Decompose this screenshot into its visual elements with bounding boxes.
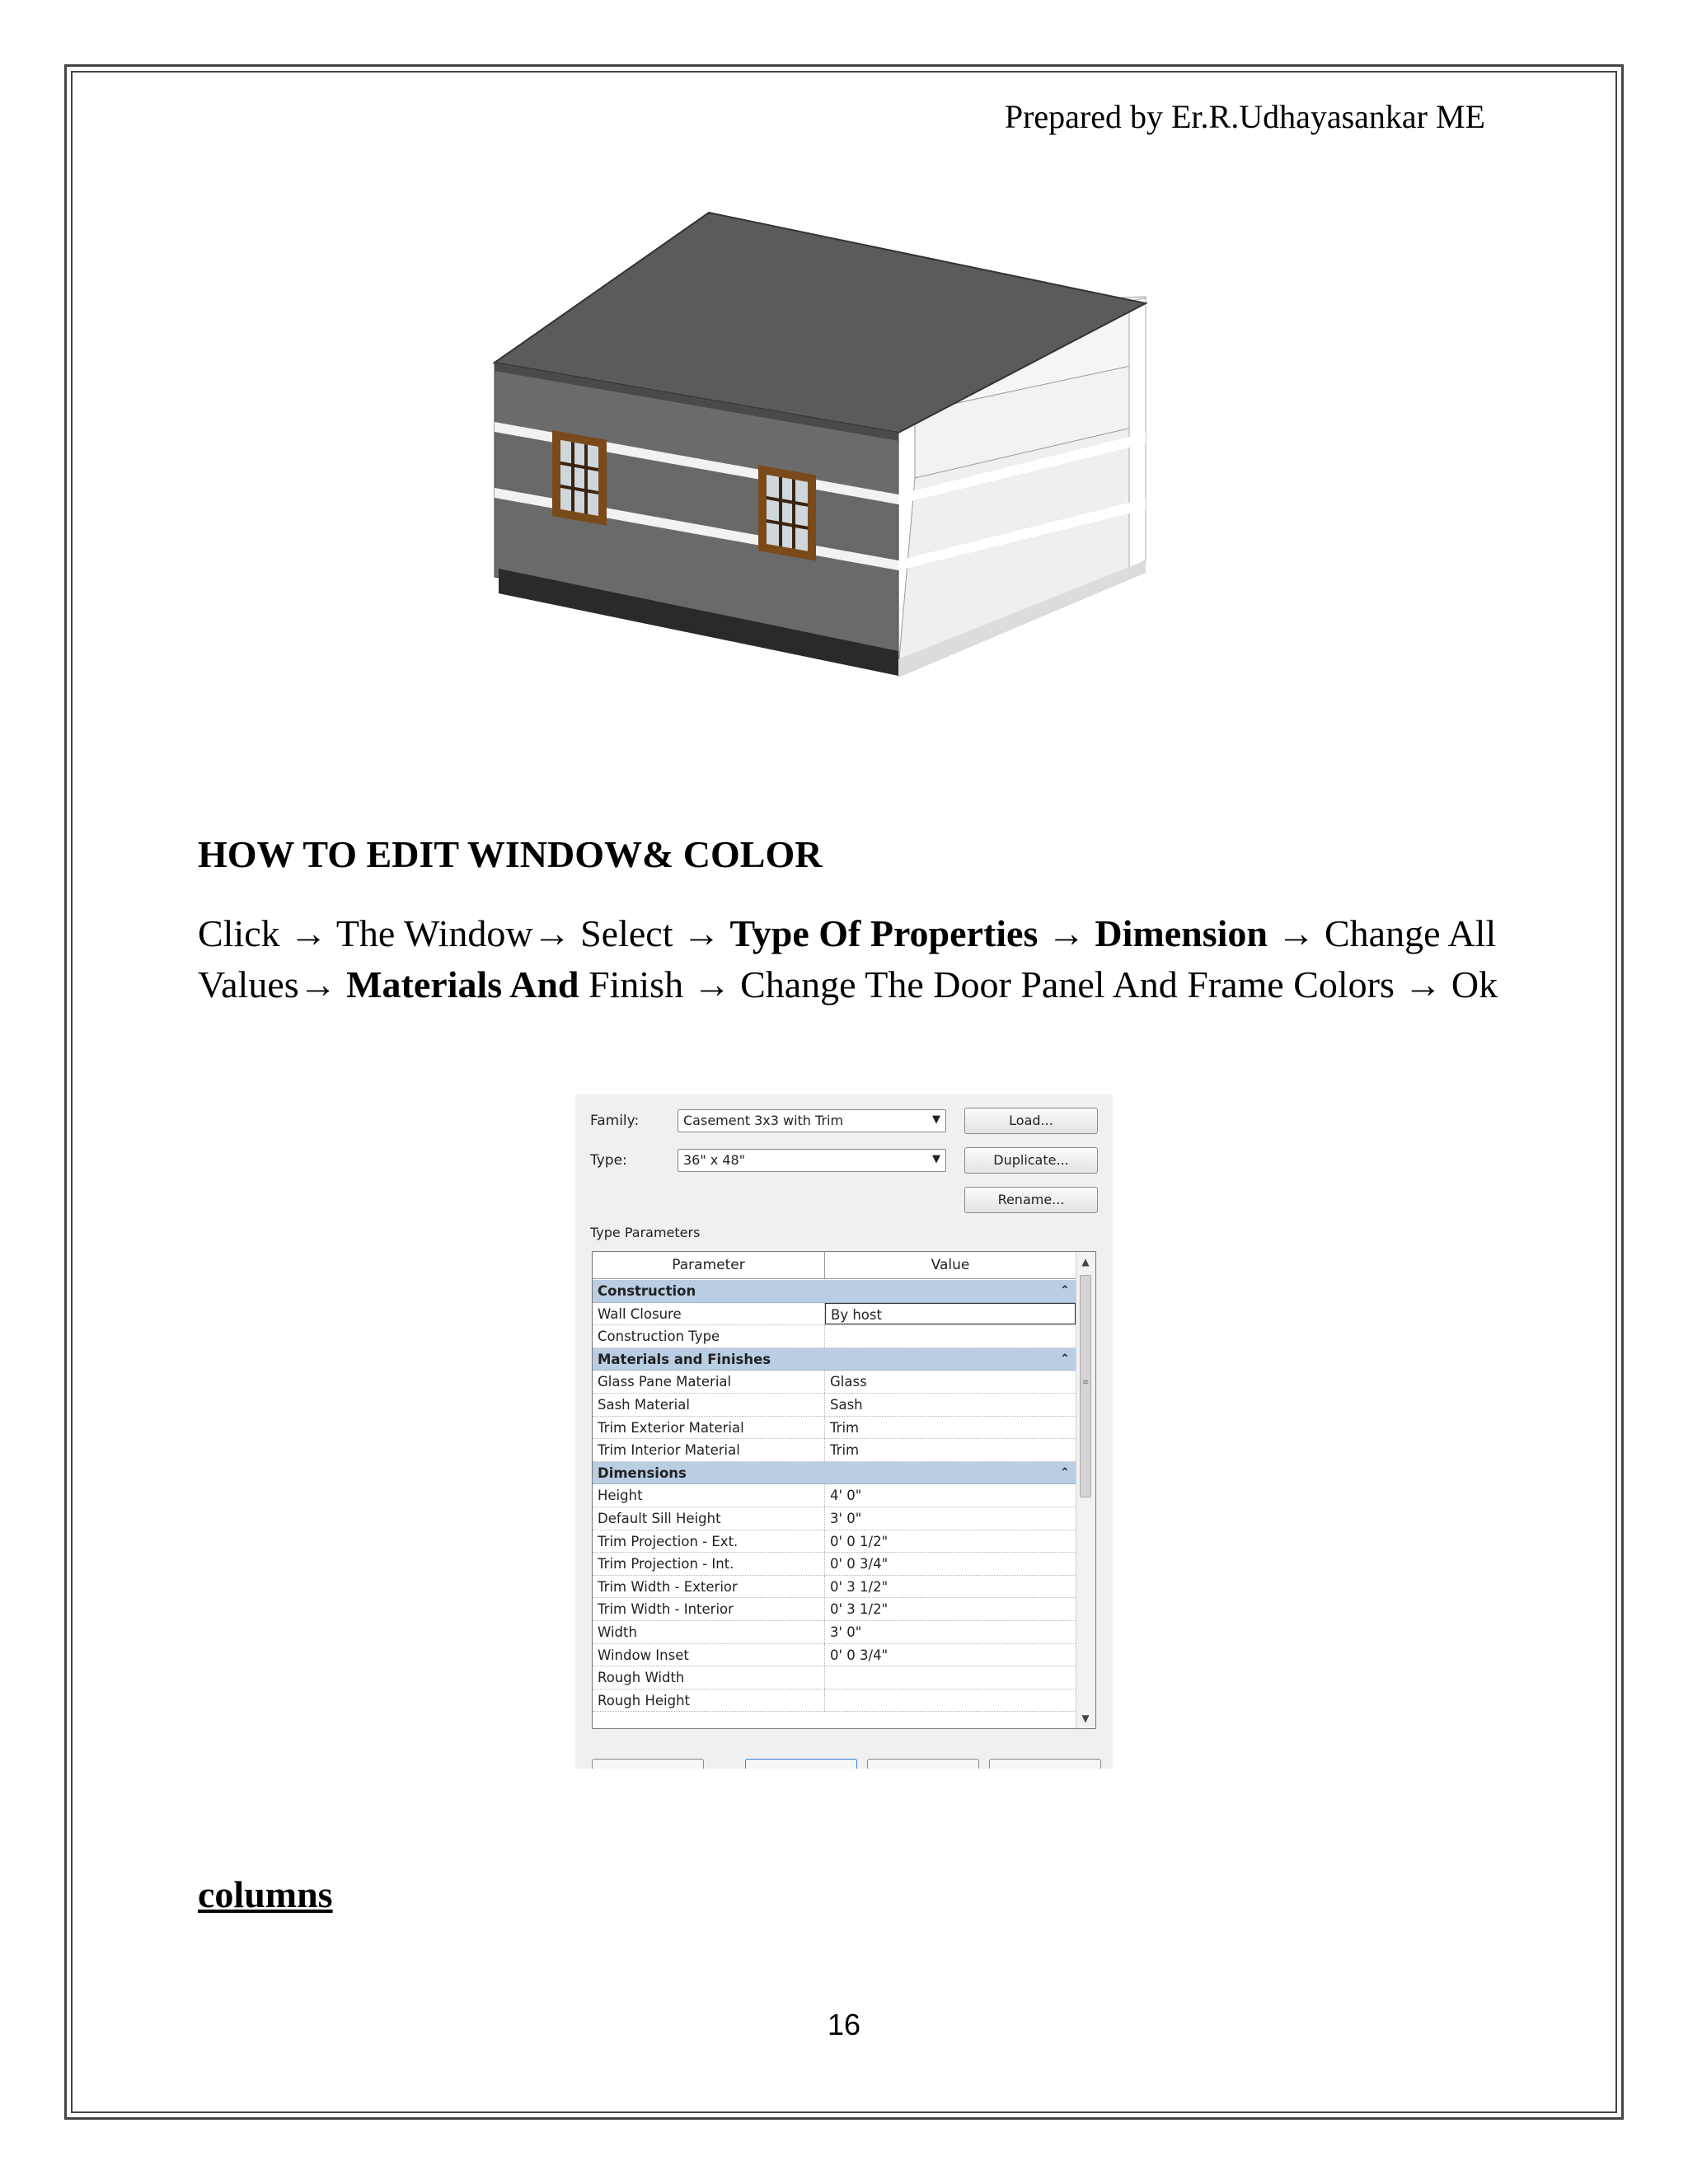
parameter-rows bbox=[593, 1280, 1076, 1712]
parameter-value-cell[interactable]: Sash bbox=[830, 1396, 863, 1413]
type-parameters-table bbox=[592, 1251, 1096, 1729]
parameter-value-cell[interactable]: Glass bbox=[830, 1374, 867, 1390]
parameter-value-cell[interactable]: Trim bbox=[830, 1419, 860, 1436]
scroll-thumb[interactable] bbox=[1080, 1275, 1091, 1497]
family-label: Family: bbox=[590, 1113, 640, 1129]
table-row[interactable] bbox=[593, 1644, 1076, 1667]
duplicate-button[interactable]: Duplicate... bbox=[964, 1147, 1098, 1174]
parameter-name-cell: Window Inset bbox=[593, 1644, 825, 1666]
dialog-bottom-button-1[interactable] bbox=[592, 1759, 704, 1769]
table-row[interactable] bbox=[593, 1303, 1076, 1326]
dropdown-arrow-icon: ▼ bbox=[932, 1153, 940, 1165]
parameter-name-cell: Wall Closure bbox=[593, 1303, 825, 1325]
type-dropdown[interactable] bbox=[678, 1149, 946, 1172]
dialog-bottom-button-apply[interactable] bbox=[989, 1759, 1101, 1769]
window-right bbox=[758, 465, 816, 560]
parameter-name-cell: Trim Width - Interior bbox=[593, 1598, 825, 1620]
table-row[interactable] bbox=[593, 1325, 1076, 1348]
parameter-value-cell[interactable] bbox=[825, 1690, 1076, 1712]
table-row[interactable] bbox=[593, 1507, 1076, 1530]
dialog-bottom-button-ok[interactable] bbox=[745, 1759, 857, 1769]
page-number: 16 bbox=[827, 2008, 861, 2041]
parameter-value-cell[interactable]: 3' 0" bbox=[830, 1510, 862, 1526]
parameter-name-cell: Trim Interior Material bbox=[593, 1439, 825, 1461]
parameter-name-cell: Construction Type bbox=[593, 1325, 825, 1347]
parameter-name-cell: Trim Projection - Ext. bbox=[593, 1530, 825, 1553]
dialog-bottom-button-cancel[interactable] bbox=[867, 1759, 979, 1769]
instruction-text-2: → bbox=[1038, 912, 1095, 954]
table-row[interactable] bbox=[593, 1621, 1076, 1644]
parameter-name-cell: Rough Height bbox=[593, 1690, 825, 1712]
building-3d-model-image bbox=[486, 206, 1162, 684]
type-dropdown-value: 36" x 48" bbox=[683, 1152, 746, 1168]
parameter-value-cell[interactable]: 4' 0" bbox=[830, 1488, 862, 1504]
grip-icon: ≡ bbox=[1082, 1378, 1090, 1387]
type-label: Type: bbox=[590, 1152, 627, 1169]
parameter-name-cell: Trim Width - Exterior bbox=[593, 1576, 825, 1598]
table-row[interactable] bbox=[593, 1484, 1076, 1507]
table-row[interactable] bbox=[593, 1394, 1076, 1417]
scroll-down-arrow-icon[interactable]: ▼ bbox=[1081, 1713, 1090, 1724]
window-left bbox=[552, 430, 607, 526]
chevron-double-up-icon[interactable]: ⌃ bbox=[1060, 1352, 1070, 1366]
instruction-text-4: Finish → Change The Door Panel And Frame Colors → Ok bbox=[579, 963, 1498, 1005]
columns-heading: columns bbox=[198, 1873, 333, 1915]
table-row[interactable] bbox=[593, 1439, 1076, 1462]
parameter-name-cell: Rough Width bbox=[593, 1666, 825, 1689]
group-header-label: Construction bbox=[598, 1283, 696, 1299]
type-parameters-label: Type Parameters bbox=[590, 1225, 701, 1240]
rename-button[interactable]: Rename... bbox=[964, 1187, 1098, 1213]
instruction-bold-2: Dimension bbox=[1095, 912, 1268, 954]
parameter-value-cell[interactable] bbox=[825, 1325, 1076, 1347]
parameter-value-cell[interactable]: 3' 0" bbox=[830, 1624, 862, 1640]
load-button[interactable]: Load... bbox=[964, 1108, 1098, 1134]
group-header-row[interactable] bbox=[593, 1348, 1076, 1371]
instruction-text-1: Click → The Window→ Select → bbox=[198, 912, 730, 954]
group-header-label: Dimensions bbox=[598, 1465, 687, 1481]
group-header-label: Materials and Finishes bbox=[598, 1351, 771, 1367]
parameter-name-cell: Glass Pane Material bbox=[593, 1371, 825, 1393]
chevron-double-up-icon[interactable]: ⌃ bbox=[1060, 1465, 1070, 1479]
table-row[interactable] bbox=[593, 1690, 1076, 1713]
table-header bbox=[593, 1252, 1076, 1279]
parameter-value-cell[interactable]: 0' 3 1/2" bbox=[830, 1601, 889, 1618]
table-row[interactable] bbox=[593, 1530, 1076, 1554]
instruction-paragraph bbox=[198, 908, 1500, 1010]
parameter-name-cell: Sash Material bbox=[593, 1394, 825, 1416]
column-header-parameter[interactable]: Parameter bbox=[593, 1252, 825, 1278]
chevron-double-up-icon[interactable]: ⌃ bbox=[1060, 1284, 1070, 1297]
parameter-name-cell: Trim Projection - Int. bbox=[593, 1553, 825, 1575]
family-dropdown-value: Casement 3x3 with Trim bbox=[683, 1113, 844, 1128]
section-title: HOW TO EDIT WINDOW& COLOR bbox=[198, 833, 823, 875]
dropdown-arrow-icon: ▼ bbox=[932, 1113, 940, 1126]
parameter-name-cell: Default Sill Height bbox=[593, 1507, 825, 1530]
instruction-text-3: → Change All Values→ bbox=[198, 912, 1497, 1005]
parameter-name-cell: Width bbox=[593, 1621, 825, 1643]
type-properties-dialog bbox=[575, 1094, 1113, 1769]
instruction-bold-3: Materials And bbox=[346, 963, 579, 1005]
prepared-by-header: Prepared by Er.R.Udhayasankar ME bbox=[1004, 98, 1485, 135]
group-header-row[interactable] bbox=[593, 1462, 1076, 1485]
parameter-name-cell: Height bbox=[593, 1484, 825, 1507]
table-row[interactable] bbox=[593, 1598, 1076, 1621]
vertical-scrollbar[interactable] bbox=[1076, 1252, 1095, 1728]
table-row[interactable] bbox=[593, 1666, 1076, 1690]
table-row[interactable] bbox=[593, 1553, 1076, 1576]
instruction-bold-1: Type Of Properties bbox=[729, 912, 1039, 954]
parameter-value-cell[interactable]: 0' 0 3/4" bbox=[830, 1556, 889, 1572]
parameter-value-cell[interactable]: Trim bbox=[830, 1442, 860, 1459]
parameter-value-cell[interactable]: By host bbox=[825, 1303, 1076, 1325]
column-header-value[interactable]: Value bbox=[931, 1257, 970, 1273]
table-row[interactable] bbox=[593, 1576, 1076, 1599]
scroll-up-arrow-icon[interactable]: ▲ bbox=[1081, 1256, 1090, 1268]
group-header-row[interactable] bbox=[593, 1280, 1076, 1303]
parameter-value-cell[interactable]: 0' 3 1/2" bbox=[830, 1578, 889, 1595]
parameter-value-cell[interactable]: 0' 0 3/4" bbox=[830, 1647, 889, 1663]
family-dropdown[interactable] bbox=[678, 1109, 946, 1132]
parameter-value-cell[interactable] bbox=[825, 1666, 1076, 1689]
parameter-value-cell[interactable]: 0' 0 1/2" bbox=[830, 1533, 889, 1549]
table-row[interactable] bbox=[593, 1417, 1076, 1440]
parameter-name-cell: Trim Exterior Material bbox=[593, 1417, 825, 1439]
table-row[interactable] bbox=[593, 1371, 1076, 1394]
